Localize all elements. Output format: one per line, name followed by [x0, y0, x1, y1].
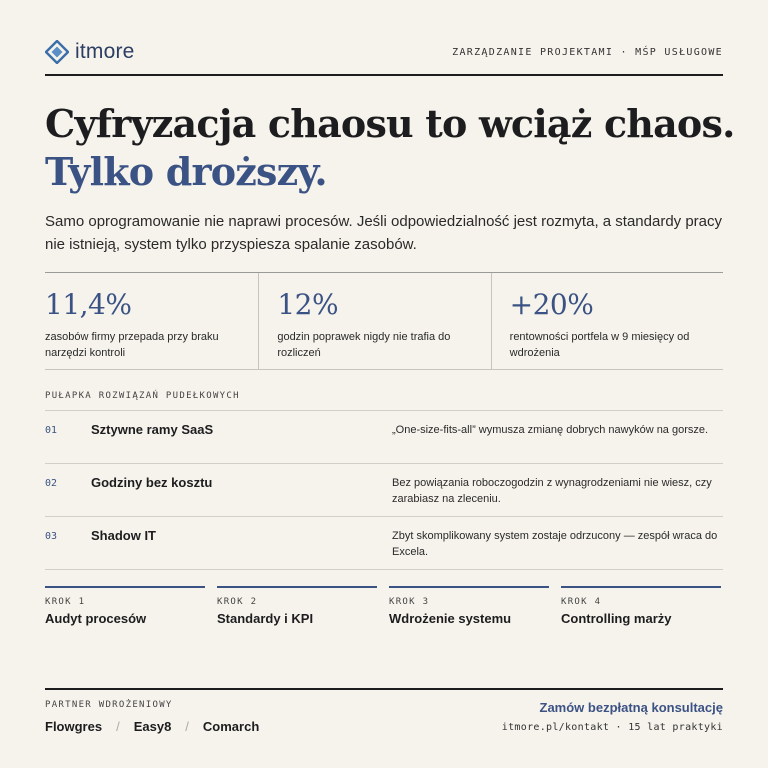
headline-line-1: Cyfryzacja chaosu to wciąż chaos.: [45, 101, 735, 146]
step-kicker: KROK 2: [217, 597, 258, 607]
stat-value: 12%: [277, 288, 339, 321]
step-title: Standardy i KPI: [217, 611, 314, 626]
trap-description: Bez powiązania roboczogodzin z wynagrodzeniami nie wiesz, czy zarabiasz na zleceniu.: [392, 477, 712, 505]
step-title: Controlling marży: [561, 611, 672, 626]
stat-1: [45, 273, 258, 369]
step-3: [389, 586, 549, 626]
trap-description: Zbyt skomplikowany system zostaje odrzucony — zespół wraca do Excela.: [392, 530, 718, 558]
stat-description: godzin poprawek nigdy nie trafia do rozliczeń: [277, 331, 451, 359]
header: [45, 36, 723, 68]
partner-label: PARTNER WDROŻENIOWY: [45, 700, 173, 710]
steps-row: [45, 586, 723, 626]
step-kicker: KROK 3: [389, 597, 430, 607]
trap-number: 02: [45, 478, 58, 489]
stat-description: rentowności portfela w 9 miesięcy od wdrożenia: [509, 331, 690, 359]
stat-3: [491, 273, 723, 369]
step-1: [45, 586, 205, 626]
partner-easy8: Easy8: [133, 719, 172, 734]
consultation-link[interactable]: Zamów bezpłatną konsultację: [539, 700, 723, 715]
stat-value: +20%: [509, 288, 594, 321]
partner-separator: /: [116, 719, 120, 734]
cta-block: [502, 700, 723, 740]
headline: [45, 100, 735, 196]
stats-row: [45, 272, 723, 370]
trap-title: Godziny bez kosztu: [91, 475, 213, 490]
partner-list: [45, 719, 259, 734]
traps-section-title: PUŁAPKA ROZWIĄZAŃ PUDEŁKOWYCH: [45, 391, 240, 401]
partner-block: [45, 700, 259, 740]
lead-paragraph: Samo oprogramowanie nie naprawi procesów. Jeśli odpowiedzialność jest rozmyta, a standardy pracy nie istnieją, system tylko przyspiesza spalanie zasobów.: [45, 213, 723, 253]
step-title: Audyt procesów: [45, 611, 147, 626]
partner-flowgres: Flowgres: [45, 719, 103, 734]
brand-name: itmore: [75, 40, 135, 63]
trap-description: „One-size-fits-all” wymusza zmianę dobrych nawyków na gorsze.: [392, 424, 709, 436]
header-meta: ZARZĄDZANIE PROJEKTAMI · MŚP USŁUGOWE: [452, 46, 723, 58]
trap-title: Shadow IT: [91, 528, 156, 543]
trap-number: 03: [45, 531, 58, 542]
stat-value: 11,4%: [45, 288, 132, 321]
list-item: [45, 517, 723, 570]
top-divider: [45, 74, 723, 76]
trap-title: Sztywne ramy SaaS: [91, 422, 214, 437]
itmore-logo-icon: [45, 40, 69, 64]
list-item: [45, 464, 723, 517]
step-title: Wdrożenie systemu: [389, 611, 512, 626]
list-item: [45, 411, 723, 464]
contact-info: itmore.pl/kontakt · 15 lat praktyki: [501, 722, 723, 733]
brand-logo[interactable]: [45, 40, 135, 64]
trap-number: 01: [45, 425, 58, 436]
bottom-divider: [45, 688, 723, 690]
footer: [45, 700, 723, 740]
step-kicker: KROK 1: [45, 597, 86, 607]
stat-2: [258, 273, 490, 369]
step-kicker: KROK 4: [561, 597, 602, 607]
partner-separator: /: [185, 719, 189, 734]
step-4: [561, 586, 721, 626]
step-2: [217, 586, 377, 626]
traps-list: [45, 410, 723, 570]
headline-line-2: Tylko droższy.: [45, 149, 327, 194]
stat-description: zasobów firmy przepada przy braku narzędzi kontroli: [45, 331, 219, 359]
partner-comarch: Comarch: [202, 719, 260, 734]
